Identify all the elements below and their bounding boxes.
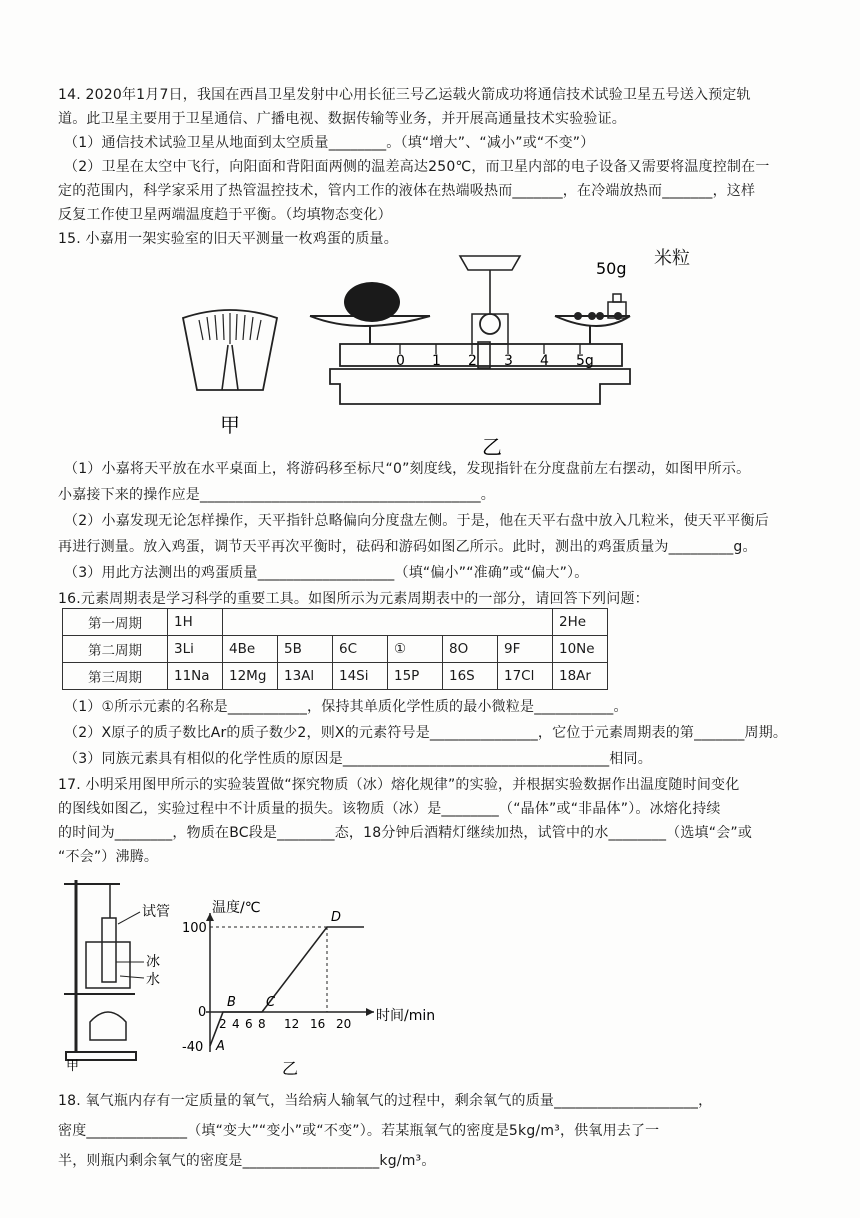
q15-line1: 15. 小嘉用一架实验室的旧天平测量一枚鸡蛋的质量。: [58, 231, 398, 247]
ice-label: 冰: [146, 954, 160, 970]
x-tick-label: 12: [284, 1017, 300, 1031]
q17-line4: “不会”）沸腾。: [58, 849, 159, 865]
water-label: 水: [146, 972, 160, 988]
q16-line3: （2）X原子的质子数比Ar的质子数少2，则X的元素符号是_______________，它位于元素周期表的第_______周期。: [64, 725, 788, 741]
x-tick-label: 16: [310, 1017, 326, 1031]
x-tick-label: 2: [219, 1017, 227, 1031]
q15-line6: （3）用此方法测出的鸡蛋质量___________________（填“偏小”“准确”或“偏大”）。: [64, 565, 589, 581]
q14-line5: 定的范围内，科学家采用了热管温控技术，管内工作的液体在热端吸热而_______，在冷端放热而_______，这样: [58, 183, 756, 199]
scale-tick-label: 3: [504, 353, 513, 369]
rider-icon: [478, 342, 490, 368]
point-label: A: [216, 1039, 225, 1054]
q14-line4: （2）卫星在太空中飞行，向阳面和背阳面两侧的温差高达250℃，而卫星内部的电子设备又需要将温度控制在一: [64, 159, 770, 175]
period-label: 第一周期: [63, 609, 168, 636]
element-cell: 15P: [388, 663, 443, 690]
balance-figure: [300, 244, 640, 464]
period-label: 第二周期: [63, 636, 168, 663]
table-row: [63, 636, 608, 663]
point-label: C: [266, 995, 276, 1010]
weight-label: 50g: [596, 259, 627, 278]
element-cell: 10Ne: [553, 636, 608, 663]
y-tick-label: -40: [182, 1040, 204, 1055]
graph-ylabel: 温度/℃: [212, 900, 261, 916]
y-tick-label: 100: [182, 921, 207, 936]
q18-line1: 18. 氧气瓶内存有一定质量的氧气，当给病人输氧气的过程中，剩余氧气的质量____________________，: [58, 1093, 713, 1109]
q15-line3: 小嘉接下来的操作应是_______________________________________。: [58, 487, 495, 503]
element-cell: 13Al: [278, 663, 333, 690]
fig-label-jia: 甲: [220, 413, 240, 437]
q15-line2: （1）小嘉将天平放在水平桌面上，将游码移至标尺“0”刻度线，发现指针在分度盘前左右摆动，如图甲所示。: [64, 461, 751, 477]
egg-icon: [344, 282, 400, 322]
q16-line4: （3）同族元素具有相似的化学性质的原因是_____________________________________相同。: [64, 751, 652, 767]
beaker-icon: [86, 942, 130, 988]
element-cell: 9F: [498, 636, 553, 663]
scale-tick-label: 4: [540, 353, 549, 369]
point-label: D: [331, 910, 342, 925]
q18-line2: 密度______________（填“变大”“变小”或“不变”）。若某瓶氧气的密度是5kg/m³，供氧用去了一: [58, 1123, 660, 1139]
x-axis-arrow: [366, 1008, 374, 1016]
q18-line3: 半，则瓶内剩余氧气的密度是___________________kg/m³。: [58, 1153, 436, 1169]
element-cell: 18Ar: [553, 663, 608, 690]
q15-line4: （2）小嘉发现无论怎样操作，天平指针总略偏向分度盘左侧。于是，他在天平右盘中放入几粒米，使天平平衡后: [64, 513, 769, 529]
scale-tick-label: 1: [432, 353, 441, 369]
element-cell: 14Si: [333, 663, 388, 690]
apparatus-fig-label: 甲: [66, 1059, 80, 1072]
element-cell: 3Li: [168, 636, 223, 663]
table-row: [63, 663, 608, 690]
element-cell: ①: [388, 636, 443, 663]
q16-line1: 16.元素周期表是学习科学的重要工具。如图所示为元素周期表中的一部分，请回答下列问题：: [58, 591, 649, 607]
element-cell: 4Be: [223, 636, 278, 663]
empty-span: [223, 609, 553, 636]
x-tick-label: 20: [336, 1017, 352, 1031]
element-cell: 17Cl: [498, 663, 553, 690]
scale-tick-label: 5g: [576, 353, 594, 369]
element-cell: 1H: [168, 609, 223, 636]
q17-line2: 的图线如图乙，实验过程中不计质量的损失。该物质（冰）是________（“晶体”或“非晶体”）。冰熔化持续: [58, 801, 721, 817]
point-label: B: [227, 995, 236, 1010]
element-cell: 11Na: [168, 663, 223, 690]
tube-label: 试管: [142, 904, 170, 920]
x-tick-label: 6: [245, 1017, 253, 1031]
q17-line3: 的时间为________，物质在BC段是________态，18分钟后酒精灯继续加热，试管中的水________（选填“会”或: [58, 825, 753, 841]
scale-tick-label: 2: [468, 353, 477, 369]
scale-tick-label: 0: [396, 353, 405, 369]
scale-plate-figure: [175, 300, 285, 440]
x-tick-label: 4: [232, 1017, 240, 1031]
q16-line2: （1）①所示元素的名称是___________，保持其单质化学性质的最小微粒是___________。: [64, 699, 628, 715]
rice-label: 米粒: [654, 248, 690, 269]
q17-line1: 17. 小明采用图甲所示的实验装置做“探究物质（冰）熔化规律”的实验，并根据实验数据作出温度随时间变化: [58, 777, 740, 793]
q15-line5: 再进行测量。放入鸡蛋，调节天平再次平衡时，砝码和游码如图乙所示。此时，测出的鸡蛋质量为_________g。: [58, 539, 757, 555]
element-cell: 5B: [278, 636, 333, 663]
graph-xlabel: 时间/min: [376, 1008, 436, 1024]
test-tube-icon: [102, 918, 116, 982]
apparatus-figure: [60, 872, 180, 1072]
table-row: [63, 609, 608, 636]
alcohol-lamp-icon: [90, 1012, 126, 1040]
element-cell: 12Mg: [223, 663, 278, 690]
temperature-graph: [180, 896, 450, 1086]
element-cell: 16S: [443, 663, 498, 690]
element-cell: 2He: [553, 609, 608, 636]
q14-line2: 道。此卫星主要用于卫星通信、广播电视、数据传输等业务，并开展高通量技术实验验证。: [58, 111, 626, 127]
origin-label: 0: [198, 1005, 207, 1020]
q14-line6: 反复工作使卫星两端温度趋于平衡。（均填物态变化）: [58, 207, 392, 223]
fig-label-yi: 乙: [482, 435, 502, 459]
element-cell: 6C: [333, 636, 388, 663]
periodic-table: [62, 608, 608, 690]
q14-line1: 14. 2020年1月7日，我国在西昌卫星发射中心用长征三号乙运载火箭成功将通信技术试验卫星五号送入预定轨: [58, 87, 751, 103]
x-tick-label: 8: [258, 1017, 266, 1031]
element-cell: 8O: [443, 636, 498, 663]
q14-line3: （1）通信技术试验卫星从地面到太空质量________。（填“增大”、“减小”或“不变”）: [64, 135, 595, 151]
period-label: 第三周期: [63, 663, 168, 690]
graph-fig-label: 乙: [282, 1059, 299, 1078]
